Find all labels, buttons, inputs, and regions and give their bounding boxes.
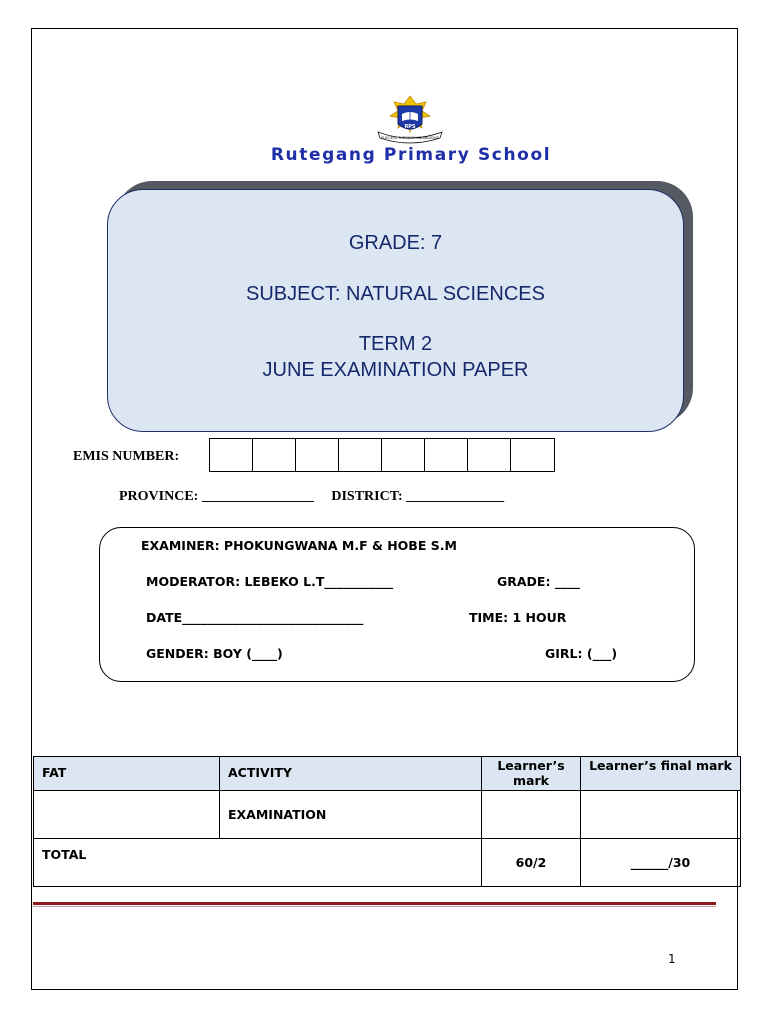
marks-table: [33, 756, 741, 887]
total-row: [34, 839, 741, 887]
activity-cell: EXAMINATION: [220, 791, 482, 839]
gender-girl-field[interactable]: GIRL: (___): [545, 646, 618, 661]
emis-digit-box[interactable]: [253, 439, 296, 471]
school-name: Rutegang Primary School: [270, 145, 552, 165]
page-number: 1: [668, 952, 676, 966]
emis-digit-box[interactable]: [511, 439, 554, 471]
total-learner-mark: 60/2: [482, 839, 581, 887]
date-field[interactable]: DATE_____________________________: [146, 610, 364, 625]
total-label: TOTAL: [34, 839, 482, 887]
table-row: [34, 791, 741, 839]
examiner-info-box: [99, 527, 695, 682]
subject-heading: SUBJECT: NATURAL SCIENCES: [246, 283, 545, 305]
header-learner-mark: Learner’s mark: [482, 757, 581, 791]
school-crest-icon: [372, 94, 448, 144]
header-fat: FAT: [34, 757, 220, 791]
total-final-mark[interactable]: ______/30: [581, 839, 741, 887]
emis-digit-box[interactable]: [468, 439, 511, 471]
grade-heading: GRADE: 7: [348, 232, 443, 254]
final-mark-cell[interactable]: [581, 791, 741, 839]
term-heading: TERM 2: [358, 333, 433, 355]
paper-heading: JUNE EXAMINATION PAPER: [262, 359, 529, 381]
header-final-mark: Learner’s final mark: [581, 757, 741, 791]
fat-cell: [34, 791, 220, 839]
emis-label: EMIS NUMBER:: [73, 449, 180, 464]
district-field[interactable]: DISTRICT: ______________: [331, 489, 505, 504]
moderator-line: MODERATOR: LEBEKO L.T___________: [146, 574, 394, 589]
emis-number-boxes[interactable]: [209, 438, 555, 472]
logo-initials: RPS: [404, 124, 416, 130]
emis-digit-box[interactable]: [382, 439, 425, 471]
emis-digit-box[interactable]: [339, 439, 382, 471]
table-header-row: [34, 757, 741, 791]
grade-field[interactable]: GRADE: ____: [497, 574, 580, 589]
logo-motto: SUCCESS THROUGH KNOWLEDGE: [381, 136, 439, 140]
time-line: TIME: 1 HOUR: [469, 610, 567, 625]
province-field[interactable]: PROVINCE: ________________: [119, 489, 314, 504]
footer-rule-shadow: [33, 906, 716, 907]
footer-rule: [33, 902, 716, 905]
emis-digit-box[interactable]: [210, 439, 253, 471]
header-activity: ACTIVITY: [220, 757, 482, 791]
gender-boy-field[interactable]: GENDER: BOY (____): [146, 646, 283, 661]
learner-mark-cell[interactable]: [482, 791, 581, 839]
emis-digit-box[interactable]: [425, 439, 468, 471]
emis-digit-box[interactable]: [296, 439, 339, 471]
examiner-line: EXAMINER: PHOKUNGWANA M.F & HOBE S.M: [141, 538, 457, 553]
title-box: [107, 189, 684, 432]
province-district-row: [119, 489, 518, 505]
